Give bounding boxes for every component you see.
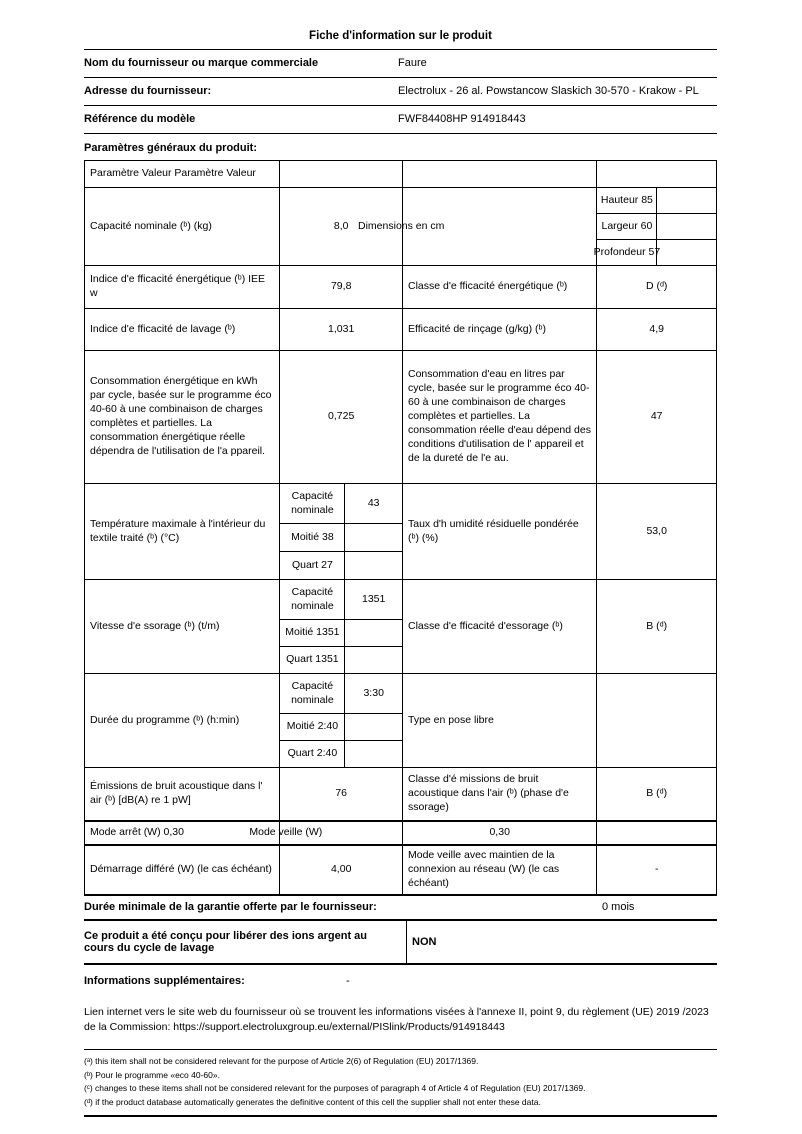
capacity-value: 8,0 [279,188,402,265]
temperature-rated-label: Capacité nominale [291,489,334,516]
row-washing-efficiency [85,309,716,351]
water-consumption-value: 47 [596,351,716,483]
empty-cell [402,161,596,187]
temperature-rated-value: 43 [344,484,402,523]
empty-cell [656,188,716,213]
energy-index-value: 79,8 [279,266,402,308]
washing-index-label: Indice d'e fficacité de lavage (ᵇ) [90,322,236,335]
spin-half-value [344,620,402,646]
duration-quarter-value [344,741,402,767]
table-header-cell: Paramètre Valeur Paramètre Valeur [90,167,256,180]
temperature-quarter-value [344,552,402,579]
water-consumption-label: Consommation d'eau en litres par cycle, basée sur le programme éco 40-60 à une combinaison de charges complètes et partielles. La consommation réelle d'eau dépend des conditions d'utilisation de l' appareil et de la dureté de l'e au. [402,351,596,483]
standby-mode-value: 0,30 [402,822,596,844]
standby-mode-cell [249,822,402,844]
installation-type-label: Type en pose libre [402,674,596,767]
delayed-start-label: Démarrage différé (W) (le cas échéant) [90,862,272,875]
silver-ions-value: NON [412,935,437,948]
duration-rated-value: 3:30 [344,674,402,713]
duration-rated-row [280,674,402,714]
footnote-d: (ᵈ) if the product database automatically generates the definitive content of this cell the supplier shall not enter these data. [84,1096,541,1107]
additional-info-row [84,975,717,990]
footnote-b: (ᵇ) Pour le programme «eco 40-60». [84,1069,220,1080]
duration-half-row [280,714,402,741]
residual-humidity-label: Taux d'h umidité résiduelle pondérée (ᵇ) (%) [402,484,596,579]
spin-quarter-value [344,647,402,673]
dimension-depth-row [593,240,716,265]
supplier-name-value: Faure [398,57,427,69]
dimension-depth: Profondeur 57 [593,245,661,258]
energy-index-label: Indice d'e fficacité énergétique (ᵇ) IEE w [90,273,266,299]
row-acoustic-noise [85,768,716,822]
row-spin-speed [85,580,716,674]
temperature-half-row [280,524,402,552]
model-reference-value: FWF84408HP 914918443 [398,113,526,125]
row-consumption [85,351,716,484]
footnote-c: (ᶜ) changes to these items shall not be considered relevant for the purposes of paragraph 4 of Article 4 of Regulation (EU) 2017/1369. [84,1083,586,1094]
table-header-row [85,161,716,188]
duration-label: Durée du programme (ᵇ) (h:min) [90,713,240,726]
supplier-address-value: Electrolux - 26 al. Powstancow Slaskich 30-570 - Krakow - PL [398,85,699,97]
additional-info-label: Informations supplémentaires: [84,974,245,987]
temperature-rated-row [280,484,402,524]
spin-rated-row [280,580,402,620]
noise-class-label: Classe d'é missions de bruit acoustique dans l'air (ᵇ) (phase d'e ssorage) [402,768,596,820]
duration-quarter-label: Quart 2:40 [287,747,338,760]
spin-quarter-label: Quart 1351 [286,653,339,666]
model-reference-label: Référence du modèle [84,113,196,125]
temperature-quarter-row [280,552,402,579]
washing-index-value: 1,031 [279,309,402,350]
spin-rated-label: Capacité nominale [291,585,334,612]
duration-rated-label: Capacité nominale [291,679,334,706]
dimension-height: Hauteur 85 [600,193,653,206]
silver-ions-row [84,921,717,965]
spin-half-row [280,620,402,647]
bottom-rule [84,1115,717,1117]
supplier-name-row [84,50,717,78]
off-mode-label: Mode arrêt (W) 0,30 [90,826,184,839]
empty-cell [279,161,402,187]
footnote-a: (ᵃ) this item shall not be considered relevant for the purpose of Article 2(6) of Regulation (EU) 2017/1369. [84,1056,479,1067]
networked-standby-value: - [596,846,716,894]
additional-info-value: - [346,974,350,987]
duration-half-label: Moitié 2:40 [286,720,339,733]
duration-half-value [344,714,402,740]
dimensions-label-cell [358,188,596,265]
dimensions-label: Dimensions en cm [358,219,445,232]
energy-consumption-label: Consommation énergétique en kWh par cycle, basée sur le programme éco 40-60 à une combinaison de charges complètes et partielles. La consommation énergétique réelle dépendra de l'utilisation de l'a ppareil. [90,375,272,457]
max-temperature-label: Température maximale à l'intérieur du textile traité (ᵇ) (°C) [90,517,266,544]
spin-rated-value: 1351 [344,580,402,619]
supplier-link-paragraph: Lien internet vers le site web du fournisseur où se trouvent les informations visées à l'annexe II, point 9, du règlement (UE) 2019 /2023 de la Commission: https://support.electroluxgroup.eu/external/PISlink/Products/914918443 [84,1005,709,1034]
supplier-name-label: Nom du fournisseur ou marque commerciale [84,57,319,69]
row-capacity [85,188,716,266]
spin-quarter-row [280,647,402,673]
temperature-subtable [279,484,402,579]
capacity-label: Capacité nominale (ᵇ) (kg) [90,219,212,232]
footnotes [84,1050,717,1109]
spin-class-label: Classe d'e fficacité d'essorage (ᵇ) [402,580,596,673]
row-off-mode [85,822,716,846]
spin-half-label: Moitié 1351 [285,626,340,639]
noise-class-value: B (ᵈ) [596,768,716,820]
general-parameters-heading: Paramètres généraux du produit: [84,142,257,154]
spin-speed-label: Vitesse d'e ssorage (ᵇ) (t/m) [90,619,220,632]
energy-consumption-value: 0,725 [279,351,402,483]
dimensions-subtable [593,188,716,265]
dimension-height-row [597,188,716,214]
supplier-address-row [84,78,717,106]
empty-cell [656,240,716,265]
energy-class-value: D (ᵈ) [596,266,716,308]
temperature-half-label: Moitié 38 [291,530,334,543]
noise-emission-value: 76 [279,768,402,820]
row-energy-efficiency [85,266,716,309]
rinsing-label: Efficacité de rinçage (g/kg) (ᵇ) [402,309,596,350]
standby-mode-label: Mode veille (W) [249,826,323,839]
empty-cell [596,161,716,187]
networked-standby-label: Mode veille avec maintien de la connexion au réseau (W) (le cas échéant) [402,846,596,894]
rinsing-value: 4,9 [596,309,716,350]
page-title: Fiche d'information sur le produit [84,0,717,50]
empty-cell [596,674,716,767]
row-delayed-start [85,846,716,894]
delayed-start-value: 4,00 [279,846,402,894]
duration-subtable [279,674,402,767]
dimension-width: Largeur 60 [601,219,653,232]
duration-quarter-row [280,741,402,767]
residual-humidity-value: 53,0 [596,484,716,579]
silver-ions-label: Ce produit a été conçu pour libérer des ions argent au cours du cycle de lavage [84,921,407,963]
spin-subtable [279,580,402,673]
empty-cell [596,822,716,844]
temperature-quarter-label: Quart 27 [291,558,333,571]
empty-cell [656,214,716,239]
row-max-temperature [85,484,716,580]
temperature-half-value [344,524,402,551]
warranty-row [84,896,717,921]
parameters-table [84,160,717,896]
energy-class-label: Classe d'e fficacité énergétique (ᵇ) [402,266,596,308]
warranty-label: Durée minimale de la garantie offerte par le fournisseur: [84,900,377,913]
dimension-width-row [597,214,716,240]
model-reference-row [84,106,717,134]
row-programme-duration [85,674,716,768]
spin-class-value: B (ᵈ) [596,580,716,673]
page-content [84,0,717,1117]
supplier-address-label: Adresse du fournisseur: [84,85,212,97]
warranty-value: 0 mois [602,900,635,913]
noise-emission-label: Émissions de bruit acoustique dans l' air (ᵇ) [dB(A) re 1 pW] [90,780,263,806]
